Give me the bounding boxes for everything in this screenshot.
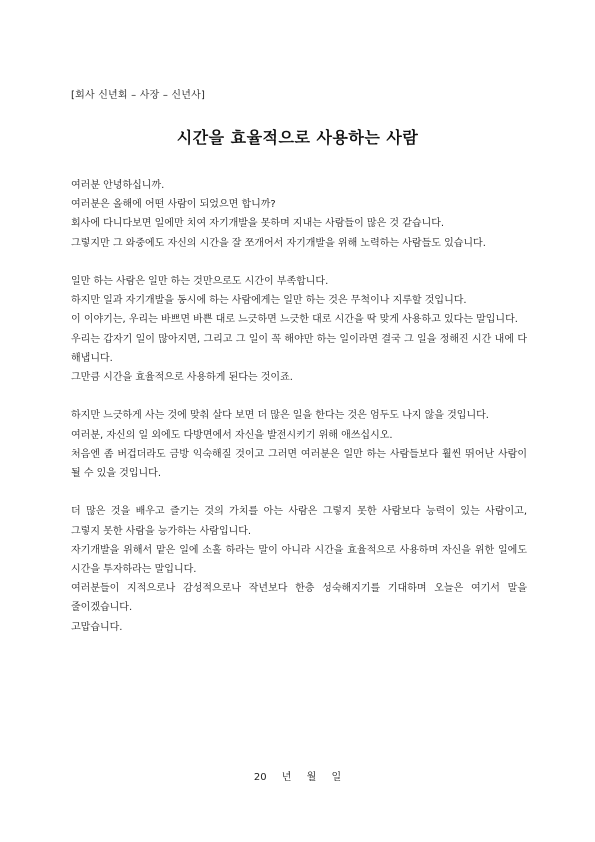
body-line: 하지만 느긋하게 사는 것에 맞춰 살다 보면 더 많은 일을 한다는 것은 엄두도 나지 않을 것입니다. — [71, 410, 489, 422]
document-category: [회사 신년회 – 사장 – 신년사] — [71, 90, 206, 101]
body-line: 여러분, 자신의 일 외에도 다방면에서 자신을 발전시키기 위해 애쓰십시오. — [71, 429, 393, 441]
document-date: 20 년 월 일 — [253, 772, 342, 783]
body-line: 고맙습니다. — [71, 621, 123, 633]
body-line: 여러분은 올해에 어떤 사람이 되었으면 합니까? — [71, 199, 276, 211]
body-line: 자기개발을 위해서 맡은 일에 소홀 하라는 말이 아니라 시간을 효율적으로 사용하며 자신을 위한 일에도 시간을 투자하라는 말입니다. — [71, 544, 527, 576]
body-line: 이 이야기는, 우리는 바쁘면 바쁜 대로 느긋하면 느긋한 대로 시간을 딱 맞게 사용하고 있다는 말입니다. — [71, 314, 518, 326]
body-line: 하지만 일과 자기개발을 동시에 하는 사람에게는 일만 하는 것은 무척이나 지루할 것입니다. — [71, 295, 467, 307]
body-line: 일만 하는 사람은 일만 하는 것만으로도 시간이 부족합니다. — [71, 276, 329, 287]
paragraph-4 — [71, 502, 527, 636]
body-line: 그만큼 시간을 효율적으로 사용하게 된다는 것이죠. — [71, 372, 293, 384]
paragraph-2 — [71, 272, 527, 387]
document-title: 시간을 효율적으로 사용하는 사람 — [176, 128, 419, 147]
paragraph-1 — [71, 176, 527, 253]
body-line: 처음엔 좀 버겁더라도 금방 익숙해질 것이고 그러면 여러분은 일만 하는 사람들보다 훨씬 뛰어난 사람이 될 수 있을 것입니다. — [71, 448, 527, 480]
paragraph-3 — [71, 406, 527, 483]
body-line: 회사에 다니다보면 일에만 치여 자기개발을 못하며 지내는 사람들이 많은 것 같습니다. — [71, 218, 445, 230]
body-line: 여러분 안녕하십니까. — [71, 180, 165, 191]
body-line: 우리는 갑자기 일이 많아지면, 그리고 그 일이 꼭 해야만 하는 일이라면 결국 그 일을 정해진 시간 내에 다 해냅니다. — [71, 333, 527, 364]
document-body — [71, 176, 527, 656]
body-line: 더 많은 것을 배우고 즐기는 것의 가치를 아는 사람은 그렇지 못한 사람보다 능력이 있는 사람이고, 그렇지 못한 사람을 능가하는 사람입니다. — [71, 506, 527, 537]
body-line: 여러분들이 지적으로나 감성적으로나 작년보다 한층 성숙해지기를 기대하며 오늘은 여기서 말을 줄이겠습니다. — [71, 583, 527, 614]
body-line: 그렇지만 그 와중에도 자신의 시간을 잘 쪼개어서 자기개발을 위해 노력하는 사람들도 있습니다. — [71, 237, 486, 249]
